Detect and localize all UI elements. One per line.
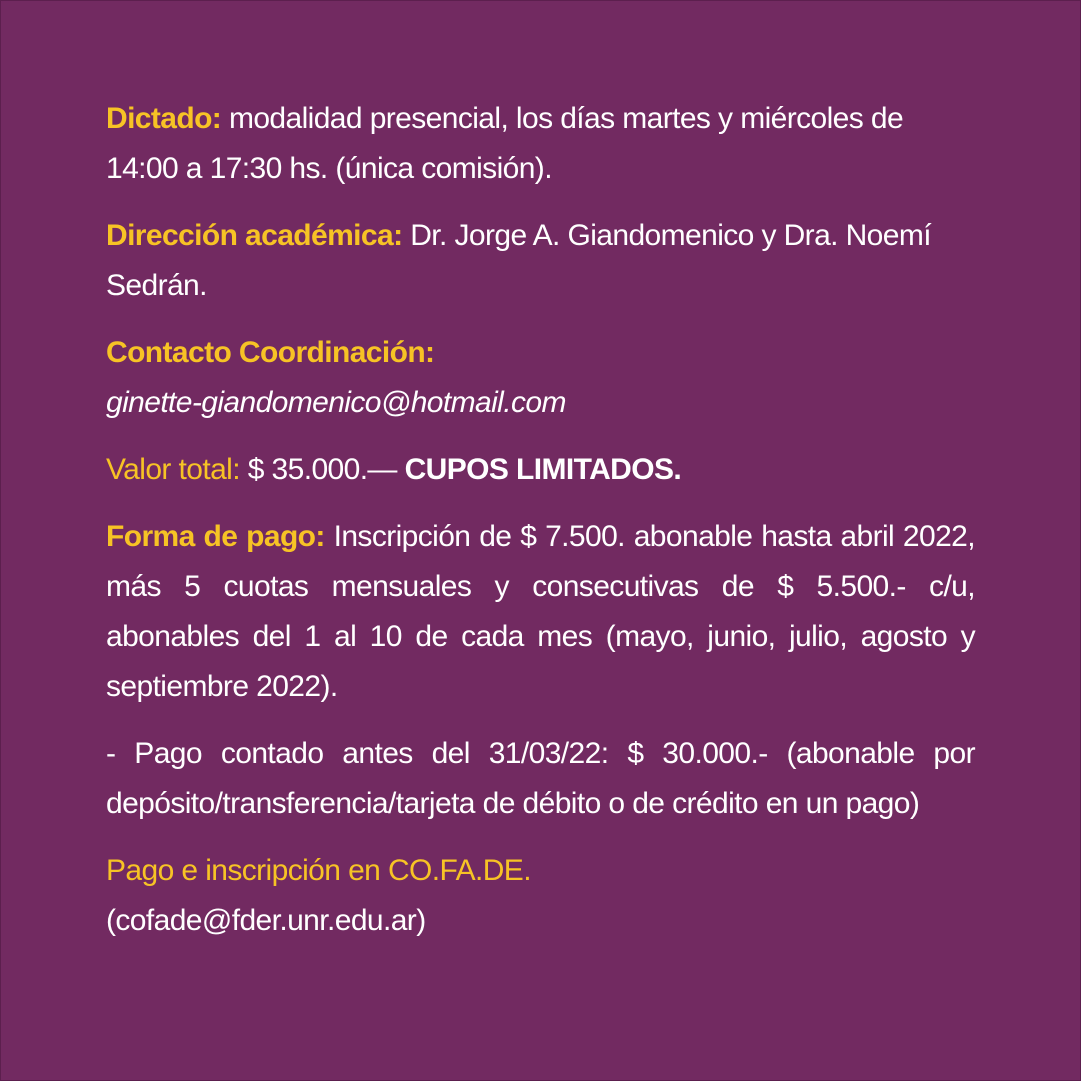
forma-pago-paragraph: [106, 512, 975, 712]
valor-amount: $ 35.000.—: [239, 453, 405, 486]
valor-paragraph: [106, 445, 975, 495]
contacto-paragraph: [106, 328, 975, 428]
contacto-label: Contacto Coordinación:: [106, 336, 435, 369]
forma-pago-label: Forma de pago:: [106, 520, 325, 553]
direccion-paragraph: [106, 211, 975, 311]
direccion-label: Dirección académica:: [106, 219, 403, 252]
contacto-email[interactable]: ginette-giandomenico@hotmail.com: [106, 386, 566, 419]
inscripcion-email[interactable]: (cofade@fder.unr.edu.ar): [106, 904, 426, 937]
info-content: [106, 94, 975, 963]
direccion-text: Dr. Jorge A. Giandomenico y Dra. Noemí Sedrán.: [106, 219, 931, 302]
dictado-paragraph: [106, 94, 975, 194]
dictado-text: modalidad presencial, los días martes y miércoles de 14:00 a 17:30 hs. (única comisión).: [106, 102, 904, 185]
valor-note: CUPOS LIMITADOS.: [404, 453, 682, 486]
pago-contado-paragraph: [106, 729, 975, 829]
valor-label: Valor total:: [106, 453, 240, 486]
inscripcion-paragraph: [106, 846, 975, 946]
inscripcion-label: Pago e inscripción en CO.FA.DE.: [106, 854, 531, 887]
dictado-label: Dictado:: [106, 102, 222, 135]
pago-contado-text: - Pago contado antes del 31/03/22: $ 30.000.- (abonable por depósito/transferencia/tarjeta de débito o de crédito en un pago): [106, 737, 975, 820]
forma-pago-text: Inscripción de $ 7.500. abonable hasta abril 2022, más 5 cuotas mensuales y consecutivas de $ 5.500.- c/u, abonables del 1 al 10 de cada mes (mayo, junio, julio, agosto y septiembre 2022).: [106, 520, 975, 703]
